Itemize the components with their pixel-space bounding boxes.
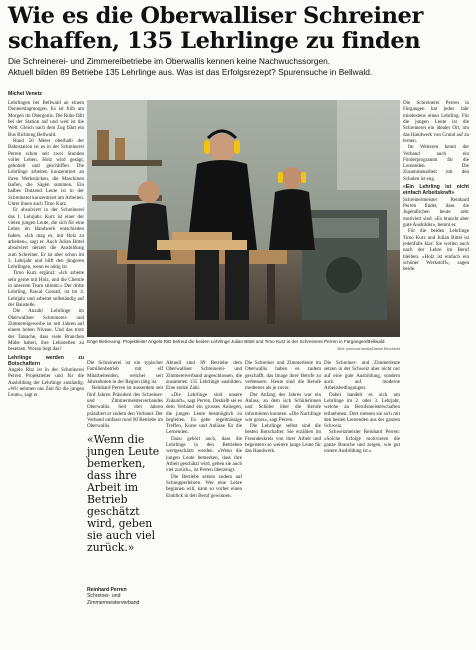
paragraph: Reinhard Perren ist ausserdem seit fünf Jahren Präsident des Schreiner- und Zimmermeisterverbandes Oberwallis. Seit drei Jahren präsidiert er zudem den Verband. Der Verband umfasst rund 90 Betriebe im Oberwallis. — [87, 385, 163, 430]
paragraph: Lehrlingen bei Bellwald an einem Donnerstagmorgen. Es ist früh am Morgen im Obergoms. Die Ruhe fällt bei der Station auf und weit ist die Welt. Gleich nach dem Zug fährt ein Bus Richtung Bellwald. — [8, 100, 84, 138]
article-column-1 — [8, 100, 84, 645]
headline: Wie es die Oberwalliser Schreiner schaffen, 135 Lehrlinge zu finden — [8, 3, 423, 54]
paragraph: Aktuell sind 89 Betriebe dem Oberwalliser Schreinerei- und Zimmereiverband angeschlossen, die zusammen 135 Lehrlinge ausbilden. Eine stolze Zahl. — [166, 360, 242, 392]
paragraph: Timo Kurz ergänzt: «Ich arbeite sehr gerne mit Holz, und die Chemie in unserem Team stimmt.» Der dritte Lehrling, Pascal Gorsatt, ist im 4. Lehrjahr und arbeitet selbständig auf der Baustelle. — [8, 270, 84, 308]
paragraph: Der Anfang des Jahres war ein Anlass, an dem sich Schülerinnen und Schüler über die Berufe informieren konnten. «Die Nachfrage war gross», sagt Perren. — [245, 391, 321, 423]
paragraph: Dazu gehört auch, dass die Lehrlinge in den Betrieben wertgeschätzt werden. «Wenn die jungen Leute bemerken, dass ihre Arbeit geschätzt wird, geben sie auch viel zurück», ist Perren überzeugt. — [166, 435, 242, 474]
paragraph: Die Schreinerei ist ein typischer Familienbetrieb mit elf Mitarbeitenden, welcher seit Jahrzehnten in der Region tätig ist. — [87, 360, 163, 385]
paragraph: Schweizmeister Reinhard Perren: «Solche Erfolge motivieren die ganze Branche und zeigen, wie gut unsere Ausbildung ist.» — [324, 429, 400, 455]
subheading: Lehrlinge werden zu Botschaftern — [8, 354, 84, 367]
photo-caption: Enge Betreuung: Projektleiter Angelo Ritz betreut die beiden Lehrlinge Julian Bittel und Timo Kurz in der Schreinerei Perren in Fürgangen/Bellwald. — [87, 339, 386, 344]
quote-author-name: Reinhard Perren — [87, 587, 127, 593]
author-byline: Michel Venetz — [8, 91, 43, 97]
paragraph: Schreinermeister Reinhard Perren findet, dass die Jugendlichen heute sehr motiviert sind. «Es braucht aber gute Ausbilder», betont er. — [403, 196, 469, 228]
article-column-4 — [245, 360, 321, 645]
paragraph: Im Weiteren kennt der Verband auch ein Förderprogramm für die Lernenden. Die Zusammenarbeit mit den Schulen ist eng. — [403, 144, 469, 182]
paragraph: Er absolviert in der Schreinerei das 1. Lehrjahr. Kurz ist einer der vielen jungen Leute, die sich für eine Lehre im Handwerk entschieden haben. «Ich mag es, mit Holz zu arbeiten», sagt er. Auch Julian Bittel absolviert derzeit die Ausbildung zum Schreiner. Er ist aber schon im 3. Lehrjahr und hilft den jüngeren Lehrlingen, wenn es nötig ist. — [8, 207, 84, 271]
dek — [8, 56, 470, 77]
article-photo — [87, 100, 400, 337]
paragraph: Angelo Ritz ist in der Schreinerei Perren Projektleiter und für die Ausbildung der Lehrlinge zuständig. «Wir nehmen uns Zeit für die jungen Leute», sagt er. — [8, 367, 84, 399]
paragraph: Für die beiden Lehrlinge Timo Kurz und Julian Bittel ist jedenfalls klar: Sie wollen auch nach der Lehre im Beruf bleiben. «Holz ist einfach ein schöner Werkstoff», sagen beide. — [403, 228, 469, 273]
paragraph: Rund 50 Meter oberhalb der Bahnstation ist es in der Schreinerei Perren schon seit zwei Stunden voller Leben. Holz wird gesägt, gehobelt und geschliffen. Die Lehrlinge arbeiten konzentriert an ihren Werkstücken, die Maschinen laufen, die Sägen summen. Ein halbes Dutzend Leute ist in der Schreinerei konzentriert am Arbeiten. Unter ihnen auch Timo Kurz. — [8, 137, 84, 207]
photo-credit: Bild: pomona.media/Daniel Berchtold — [337, 347, 400, 351]
paragraph: «Die Lehrlinge sind unsere Zukunft», sagt Perren. Deshalb sei es dem Verband ein grosses Anliegen, die jungen Leute bestmöglich zu begleiten. Es gebe regelmässige Treffen, Kurse und Anlässe für die Lernenden. — [166, 391, 242, 436]
paragraph: Die Lehrlinge selbst sind die besten Botschafter. Sie erzählen im Freundeskreis von ihrer Arbeit und begeistern so weitere junge Leute für das Handwerk. — [245, 423, 321, 455]
workshop-photo-illustration — [87, 100, 400, 337]
subheading: «Ein Lehrling ist nicht einfach Arbeitskraft» — [403, 184, 469, 197]
paragraph: Die Schreiner und Zimmerleute im Oberwallis haben es zudem geschafft, das Image ihrer Berufe zu verbessern. Heute sind die Berufe moderner als je zuvor. — [245, 360, 321, 392]
dek-line-2: Aktuell bilden 89 Betriebe 135 Lehrlinge aus. Was ist das Erfolgsrezept? Spurensuche in Bellwald. — [8, 66, 373, 77]
paragraph: Die Schreinerei Perren in Fürgangen hat jedes Jahr mindestens einen Lehrling. Für die jungen Leute ist die Schreinerei ein idealer Ort, um das Handwerk von Grund auf zu lernen. — [403, 100, 469, 144]
article-column-3 — [166, 360, 242, 645]
quote-author-role: Schreiner- und Zimmermeisterverband — [87, 593, 140, 606]
article-column-5 — [324, 360, 400, 645]
pull-quote-author — [87, 587, 163, 606]
pull-quote: «Wenn die jungen Leute bemerken, dass ihre Arbeit im Betrieb geschätzt wird, geben sie auch viel zurück.» — [87, 433, 160, 554]
article-column-6 — [403, 100, 469, 645]
paragraph: Dabei handelt es sich um Lehrlinge im 2. oder 3. Lehrjahr, welche an Berufsmeisterschaften teilnehmen. Dort messen sie sich mit den besten Lernenden aus der ganzen Schweiz. — [324, 391, 400, 430]
paragraph: Die Betriebe setzen zudem auf Schnupperlehren. Wer eine Lehre beginnen will, kann so vorher einen Einblick in den Beruf gewinnen. — [166, 473, 242, 499]
paragraph: Die Schreiner- und Zimmerleute setzen in der Schweiz aber nicht nur auf eine gute Ausbildung, sondern auch auf moderne Arbeitsbedingungen. — [324, 360, 400, 392]
dek-line-1: Die Schreinerei- und Zimmereibetriebe im Oberwallis kennen keine Nachwuchssorgen. — [8, 56, 331, 66]
paragraph: Die Anzahl Lehrlinge im Oberwalliser Schreinerei- und Zimmereigewerbe ist seit Jahren auf einem hohen Niveau. Und das trotz der Tatsache, dass viele Branchen Mühe haben, ihre Lehrstellen zu besetzen. Woran liegt das? — [8, 308, 84, 353]
